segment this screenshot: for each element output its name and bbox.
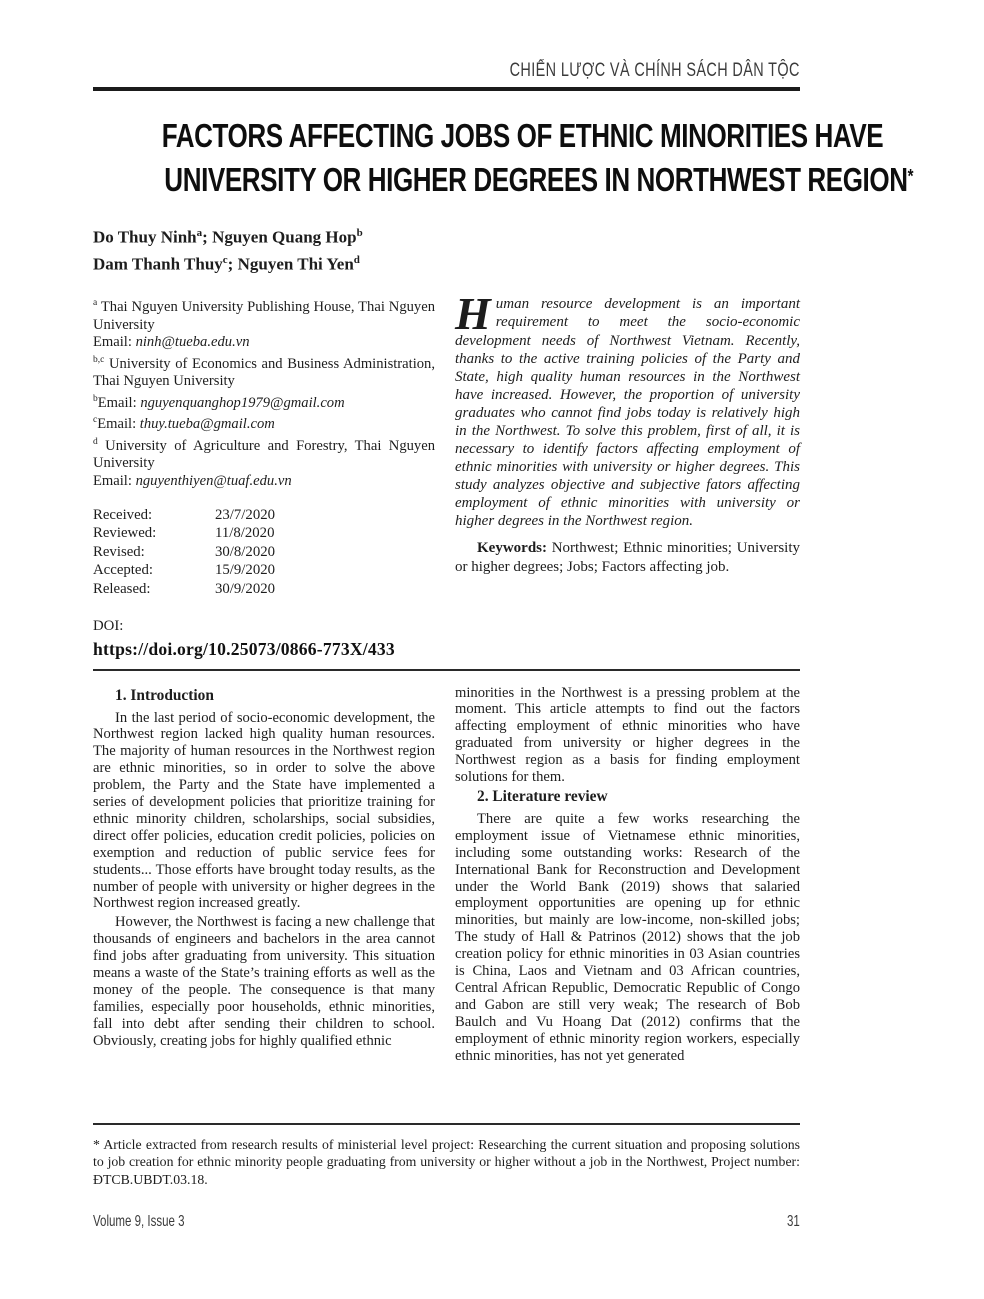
email-label: Email: (93, 472, 136, 489)
history-row (93, 561, 435, 580)
history-row (93, 580, 435, 599)
page-number: 31 (787, 1213, 800, 1230)
email-label: Email: (93, 334, 136, 351)
email-address: ninh@tueba.edu.vn (135, 334, 250, 351)
author-affil-marker: d (353, 253, 360, 266)
section-divider-rule (93, 669, 800, 671)
article-history (93, 506, 435, 599)
affil-marker: c (93, 415, 98, 426)
running-head (93, 60, 800, 82)
history-date: 23/7/2020 (215, 506, 276, 523)
footnote-rule (93, 1123, 800, 1125)
author-name: Nguyen Quang Hop (212, 227, 357, 247)
affiliation-email (93, 473, 435, 491)
affiliation-email (93, 412, 435, 433)
author-name: Do Thuy Ninh (93, 227, 197, 247)
meta-left-column (93, 295, 435, 659)
footnote-text: * Article extracted from research results of ministerial level project: Researching the current situation and proposing solutions to job creation for ethnic minority people graduating from university or higher without a job in the Northwest, Project number: ĐTCB.UBDT.03.18. (93, 1137, 800, 1187)
affil-marker: b,c (93, 354, 105, 365)
email-address: nguyenthiyen@tuaf.edu.vn (135, 472, 292, 489)
title-line-1: FACTORS AFFECTING JOBS OF ETHNIC MINORITIES HAVE (161, 116, 884, 155)
affil-marker: b (93, 394, 98, 404)
body-left-column (93, 685, 435, 1067)
author-name: Nguyen Thi Yen (237, 254, 354, 274)
authors-block (93, 222, 800, 275)
history-date: 30/9/2020 (215, 580, 276, 597)
history-row (93, 524, 435, 543)
history-date: 11/8/2020 (215, 525, 275, 542)
abstract-dropcap: H (455, 288, 491, 340)
history-label: Reviewed: (93, 525, 157, 542)
affiliation-line (93, 295, 435, 334)
email-address: thuy.tueba@gmail.com (139, 416, 275, 433)
author-affil-marker: b (356, 227, 363, 239)
affiliation-line (93, 352, 435, 391)
journal-page (0, 60, 914, 1299)
history-label: Released: (93, 580, 151, 597)
meta-right-column (455, 288, 800, 659)
affiliation-line (93, 434, 435, 473)
intro-paragraph-continuation: minorities in the Northwest is a pressing problem at the moment. This article attempts to find out the factors affecting employment of ethnic minorities who have graduated from university or higher degrees in the Northwest region as a basis for finding employment solutions for them. (455, 684, 800, 786)
body-columns (93, 685, 800, 1067)
history-label: Received: (93, 506, 153, 523)
keywords (455, 539, 800, 578)
affiliation-email (93, 391, 435, 412)
affil-marker: d (93, 436, 98, 447)
history-date: 30/8/2020 (215, 543, 276, 560)
author-name: Dam Thanh Thuy (93, 254, 223, 274)
title-footnote-marker: * (907, 165, 914, 187)
section-heading-introduction: 1. Introduction (115, 686, 214, 704)
journal-name: CHIẾN LƯỢC VÀ CHÍNH SÁCH DÂN TỘC (509, 60, 800, 81)
author-affil-marker: c (222, 253, 228, 266)
authors-line-2 (93, 249, 800, 276)
section-heading-literature-review: 2. Literature review (477, 787, 608, 805)
author-separator: ; (227, 254, 238, 274)
intro-paragraph-2: However, the Northwest is facing a new challenge that thousands of engineers and bachelors in the area cannot find jobs after graduating from university. This situation means a waste of the State’s training efforts as well as the money of the people. The consequence is that many families, especially poor households, ethnic minorities, fall into debt after sending their children to school. Obviously, creating jobs for highly qualified ethnic (93, 914, 435, 1049)
abstract (455, 288, 800, 530)
header-rule (93, 87, 800, 91)
history-date: 15/9/2020 (215, 562, 276, 579)
keywords-text: Northwest; Ethnic minorities; University or higher degrees; Jobs; Factors affecting job. (455, 539, 800, 575)
page-footer (93, 1213, 800, 1231)
title-line-2 (164, 157, 913, 198)
body-right-column (455, 685, 800, 1067)
doi-label: DOI: (93, 617, 124, 634)
doi-link[interactable]: https://doi.org/10.25073/0866-773X/433 (93, 638, 395, 659)
literature-paragraph-1: There are quite a few works researching the employment issue of Vietnamese ethnic minorities, including some outstanding works: Research of the International Bank for Reconstruction and Development under the World Bank (2019) shows that salaried employment opportunities are opening up for ethnic minorities, but mainly are low-income, non-skilled jobs; The study of Hall & Patrinos (2012) shows that the job creation policy for ethnic minorities in 03 Asian countries is China, Laos and Vietnam and 03 African countries, Central African Republic, Democratic Republic of Congo and Gabon are still very weak; The research of Bob Baulch and Vu Hoang Dat (2012) confirms that the employment of ethnic minority region workers, especially ethnic minorities, has not yet generated (455, 810, 800, 1064)
affiliations (93, 295, 435, 490)
intro-paragraph-1: In the last period of socio-economic development, the Northwest region lacked high quality human resources. The majority of human resources in the Northwest region are ethnic minorities, so in order to solve the above problem, the Party and the State have implemented a series of development policies that prioritize training for ethnic minority children, scholarships, social subsidies, direct offer policies, education credit policies, policies on exemption and reduction of public service fees for students... Those efforts have brought today results, as the number of people with university or higher degrees in the Northwest region increased greatly. (93, 709, 435, 912)
abstract-text: uman resource development is an important requirement to meet the socio-economic development needs of Northwest Vietnam. Recently, thanks to the active training policies of the Party and State, high quality human resources in the Northwest have increased. However, the proportion of university graduates who cannot find jobs today is relatively high in the Northwest. To solve this problem, first of all, it is necessary to identify factors affecting employment of ethnic minorities with university or higher degrees. This study analyzes objective and subjective fators affecting employment of ethnic minorities with university or higher degrees in the Northwest region. (455, 296, 800, 530)
history-row (93, 506, 435, 525)
authors-line-1 (93, 222, 800, 249)
email-label: Email: (97, 416, 140, 433)
affil-text: Thai Nguyen University Publishing House, Thai Nguyen University (93, 299, 435, 333)
footnote-block (93, 1123, 800, 1188)
history-row (93, 543, 435, 562)
email-address: nguyenquanghop1979@gmail.com (140, 394, 345, 411)
meta-columns (93, 288, 800, 659)
affil-text: University of Economics and Business Administration, Thai Nguyen University (93, 355, 435, 390)
affil-marker: a (93, 298, 98, 309)
article-title (93, 116, 914, 203)
affil-text: University of Agriculture and Forestry, Thai Nguyen University (93, 437, 435, 472)
keywords-label: Keywords: (477, 539, 547, 556)
history-label: Revised: (93, 543, 145, 560)
history-label: Accepted: (93, 562, 153, 579)
title-line-2-text: UNIVERSITY OR HIGHER DEGREES IN NORTHWEST REGION (164, 160, 908, 199)
author-separator: ; (202, 227, 213, 247)
volume-issue: Volume 9, Issue 3 (93, 1213, 185, 1230)
email-label: Email: (97, 394, 141, 411)
author-affil-marker: a (196, 227, 203, 239)
affiliation-email (93, 334, 435, 352)
